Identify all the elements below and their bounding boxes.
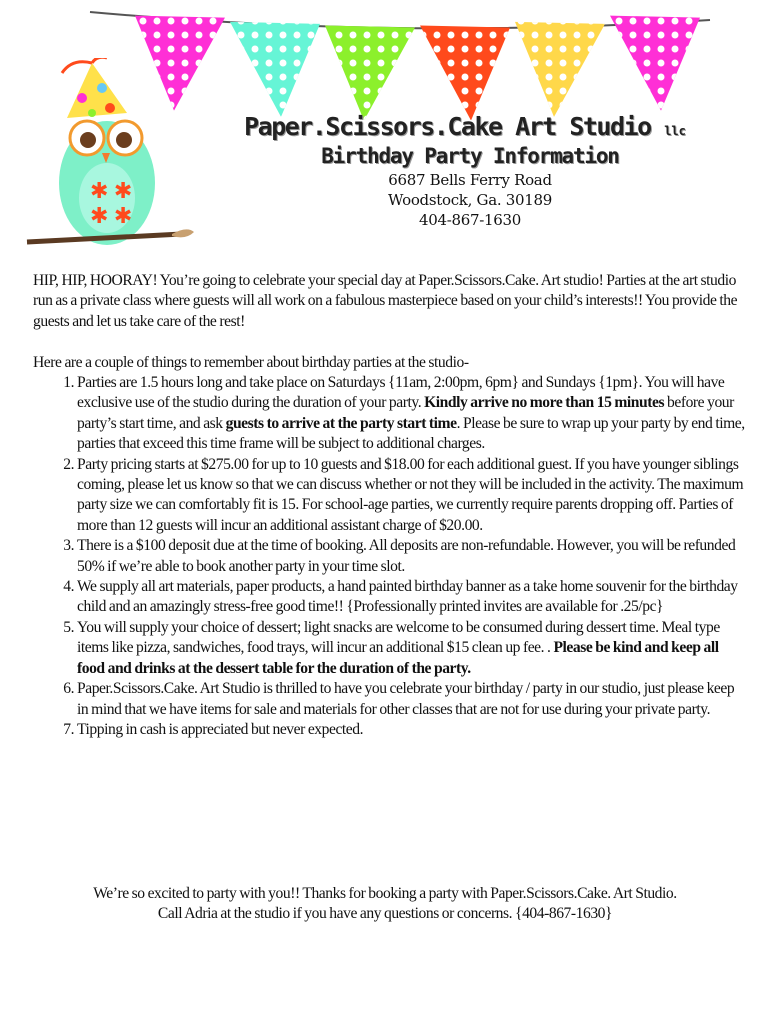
closing-line-1: We’re so excited to party with you!! Thanks for booking a party with Paper.Scissors.Cake. Art Studio. [93, 885, 677, 902]
item-bold-text: Please be kind and keep all food and drinks at the dessert table for the duration of the party. [77, 639, 719, 677]
body-text [33, 271, 745, 740]
address-line-2: Woodstock, Ga. 30189 [387, 191, 553, 209]
studio-name: Paper.Scissors.Cake Art Studio [244, 112, 651, 141]
list-item [77, 679, 745, 720]
list-item [77, 373, 745, 455]
pennant-dots [420, 26, 510, 120]
list-intro: Here are a couple of things to remember about birthday parties at the studio- [33, 353, 469, 371]
item-text: Tipping in cash is appreciated but never expected. [77, 720, 364, 738]
item-text: There is a $100 deposit due at the time of booking. All deposits are non-refundable. However, you will be refunded 50% if we’re able to book another party in your time slot. [77, 537, 736, 575]
list-item [77, 455, 745, 537]
studio-name-title [205, 112, 725, 141]
closing-line-2: Call Adria at the studio if you have any questions or concerns. {404-867-1630} [157, 905, 613, 923]
intro-paragraph: HIP, HIP, HOORAY! You’re going to celebrate your special day at Paper.Scissors.Cake. Art studio! Parties at the art studio run as a private class where guests will all work on a fabulous masterpiece based on your child’s interests!! You provide the guests and let us take care of the rest! [33, 272, 738, 330]
pennant-dots [610, 16, 700, 111]
list-item [77, 536, 745, 577]
subtitle: Birthday Party Information [321, 144, 619, 168]
list-item [77, 618, 745, 679]
item-bold-text: Kindly arrive no more than 15 minutes [424, 394, 665, 412]
item-text: before your party’s start time, and ask [77, 394, 734, 432]
svg-text:✱ ✱: ✱ ✱ [90, 203, 133, 228]
pennant-dots [325, 26, 415, 120]
owl-illustration [22, 58, 197, 253]
svg-text:✱ ✱: ✱ ✱ [90, 178, 133, 203]
pennant-dots [515, 22, 605, 117]
item-text: Paper.Scissors.Cake. Art Studio is thrilled to have you celebrate your birthday / party in our studio, just please keep in mind that we have items for sale and materials for other classes that are not for use during your private party. [77, 680, 735, 718]
item-text: You will supply your choice of dessert; light snacks are welcome to be consumed during dessert time. Meal type items like pizza, sandwiches, food trays, will incur an additional $15 clean up fee. . [77, 618, 720, 657]
phone-number: 404-867-1630 [419, 211, 521, 229]
studio-suffix: llc [664, 124, 686, 138]
item-text: Party pricing starts at $275.00 for up to 10 guests and $18.00 for each additional guest. If you have younger siblings coming, please let us know so that we can discuss whether or not they will be included in the activity. The maximum party size we can comfortably fit is 15. For school-age parties, we currently require parents dropping off. Parties of more than 12 guests will incur an additional assistant charge of $20.00. [77, 455, 744, 534]
list-item [77, 720, 745, 740]
closing-message [20, 884, 750, 925]
item-text: We supply all art materials, paper products, a hand painted birthday banner as a take home souvenir for the birthday child and an amazingly stress-free good time!! {Professionally printed invites are available for .25/pc} [77, 578, 738, 616]
rules-list [33, 373, 745, 740]
pennant-dots [230, 22, 320, 117]
item-text: . Please be sure to wrap up your party by end time, parties that exceed this time frame will be subject to additional charges. [77, 414, 745, 453]
item-text: Parties are 1.5 hours long and take place on Saturdays {11am, 2:00pm, 6pm} and Sundays {1pm}. You will have exclusive use of the studio during the duration of your party. [77, 374, 725, 412]
item-bold-text: guests to arrive at the party start time [225, 414, 457, 432]
list-item [77, 577, 745, 618]
address-line-1: 6687 Bells Ferry Road [388, 171, 552, 189]
